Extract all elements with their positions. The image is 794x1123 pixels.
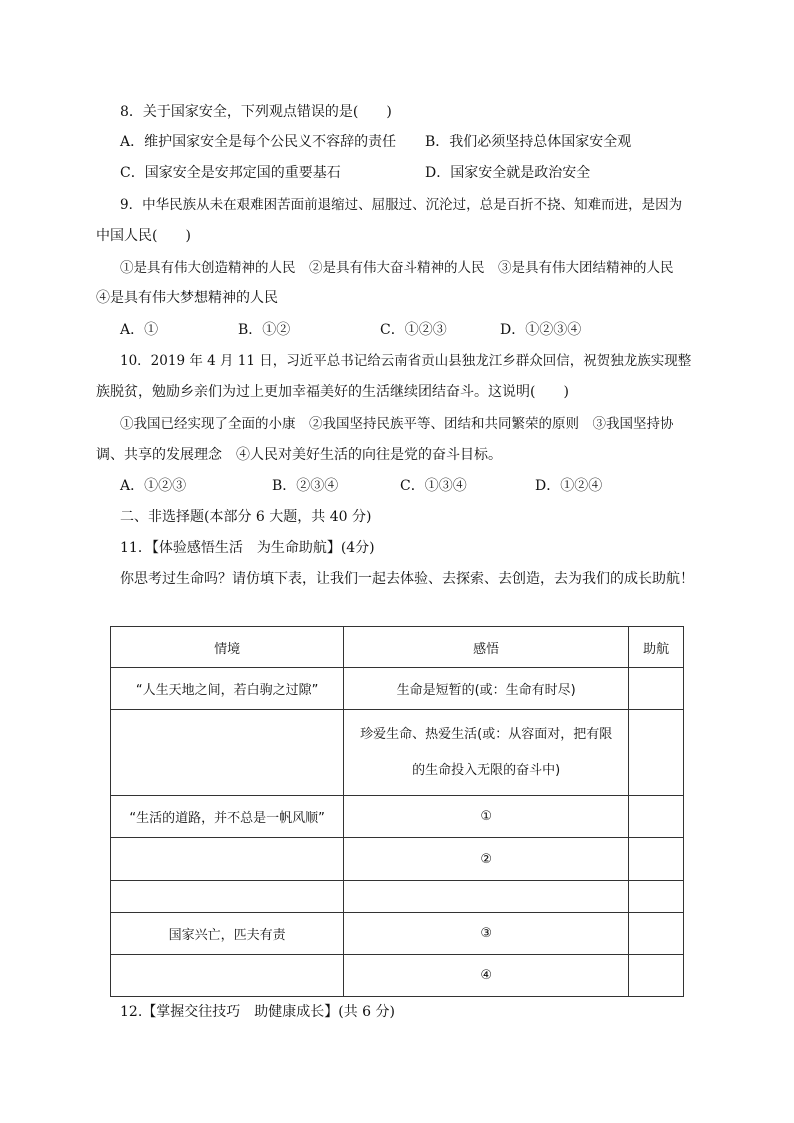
q8-option-c: C．国家安全是安邦定国的重要基石 (120, 165, 341, 181)
table-row (111, 710, 684, 796)
q9-items-line1: ①是具有伟大创造精神的人民 ②是具有伟大奋斗精神的人民 ③是具有伟大团结精神的人民 (120, 260, 674, 276)
answer-cell[interactable] (629, 955, 684, 997)
table-cell-multiline (344, 710, 629, 796)
q10-stem-line1: 10．2019 年 4 月 11 日，习近平总书记给云南省贡山县独龙江乡群众回信，祝贺独龙族实现整 (120, 353, 692, 369)
table-cell: “人生天地之间，若白驹之过隙” (111, 668, 344, 710)
table-cell: 国家兴亡，匹夫有责 (111, 913, 344, 955)
q10-stem-line2: 族脱贫，勉励乡亲们为过上更加幸福美好的生活继续团结奋斗。这说明( ) (96, 384, 569, 400)
table-row (111, 838, 684, 881)
q9-stem-line1: 9．中华民族从未在艰难困苦面前退缩过、屈服过、沉沦过，总是百折不挠、知难而进，是因为 (120, 197, 683, 213)
table-row (111, 955, 684, 997)
q9-items-line2: ④是具有伟大梦想精神的人民 (96, 290, 278, 306)
q9-option-c: C．①②③ (380, 322, 447, 338)
answer-marker[interactable]: ① (344, 796, 629, 838)
table-header: 助航 (629, 627, 684, 668)
table-header: 情境 (111, 627, 344, 668)
answer-cell[interactable] (344, 881, 629, 913)
table-cell: 生命是短暂的(或：生命有时尽) (344, 668, 629, 710)
answer-marker[interactable]: ④ (344, 955, 629, 997)
q10-option-d: D．①②④ (535, 478, 603, 494)
answer-cell[interactable] (111, 838, 344, 881)
q8-stem: 8．关于国家安全，下列观点错误的是( ) (120, 104, 392, 120)
table-cell-line: 的生命投入无限的奋斗中) (412, 762, 561, 778)
q10-option-a: A．①②③ (120, 478, 187, 494)
answer-marker[interactable]: ② (344, 838, 629, 881)
q11-table (110, 626, 684, 997)
answer-cell[interactable] (111, 881, 344, 913)
answer-cell[interactable] (629, 838, 684, 881)
q9-option-a: A．① (120, 322, 159, 338)
q10-items-line2: 调、共享的发展理念 ④人民对美好生活的向往是党的奋斗目标。 (96, 447, 502, 463)
table-row (111, 796, 684, 838)
answer-cell[interactable] (111, 955, 344, 997)
q10-items-line1: ①我国已经实现了全面的小康 ②我国坚持民族平等、团结和共同繁荣的原则 ③我国坚持协 (120, 416, 674, 432)
q10-option-b: B．②③④ (272, 478, 339, 494)
answer-cell[interactable] (629, 796, 684, 838)
table-cell: “生活的道路，并不总是一帆风顺” (111, 796, 344, 838)
answer-cell[interactable] (629, 710, 684, 796)
q8-option-a: A．维护国家安全是每个公民义不容辞的责任 (120, 134, 397, 150)
table-header-row (111, 627, 684, 668)
q10-option-c: C．①③④ (400, 478, 467, 494)
answer-cell[interactable] (111, 710, 344, 796)
table-cell-line: 珍爱生命、热爱生活(或：从容面对，把有限 (360, 726, 613, 742)
q8-option-d: D．国家安全就是政治安全 (425, 165, 591, 181)
table-row (111, 881, 684, 913)
q9-option-b: B．①② (238, 322, 291, 338)
q9-option-d: D．①②③④ (500, 322, 582, 338)
table-row (111, 913, 684, 955)
q11-intro: 你思考过生命吗？请仿填下表，让我们一起去体验、去探索、去创造，去为我们的成长助航！ (120, 571, 694, 587)
table-header: 感悟 (344, 627, 629, 668)
q12-title: 12.【掌握交往技巧 助健康成长】(共 6 分) (120, 1004, 395, 1020)
q8-option-b: B．我们必须坚持总体国家安全观 (425, 134, 632, 150)
section-2-heading: 二、非选择题(本部分 6 大题，共 40 分) (120, 509, 372, 525)
answer-marker[interactable]: ③ (344, 913, 629, 955)
answer-cell[interactable] (629, 881, 684, 913)
answer-cell[interactable] (629, 913, 684, 955)
q11-title: 11．【体验感悟生活 为生命助航】(4分) (120, 540, 375, 556)
table-row (111, 668, 684, 710)
answer-cell[interactable] (629, 668, 684, 710)
q9-stem-line2: 中国人民( ) (96, 228, 191, 244)
